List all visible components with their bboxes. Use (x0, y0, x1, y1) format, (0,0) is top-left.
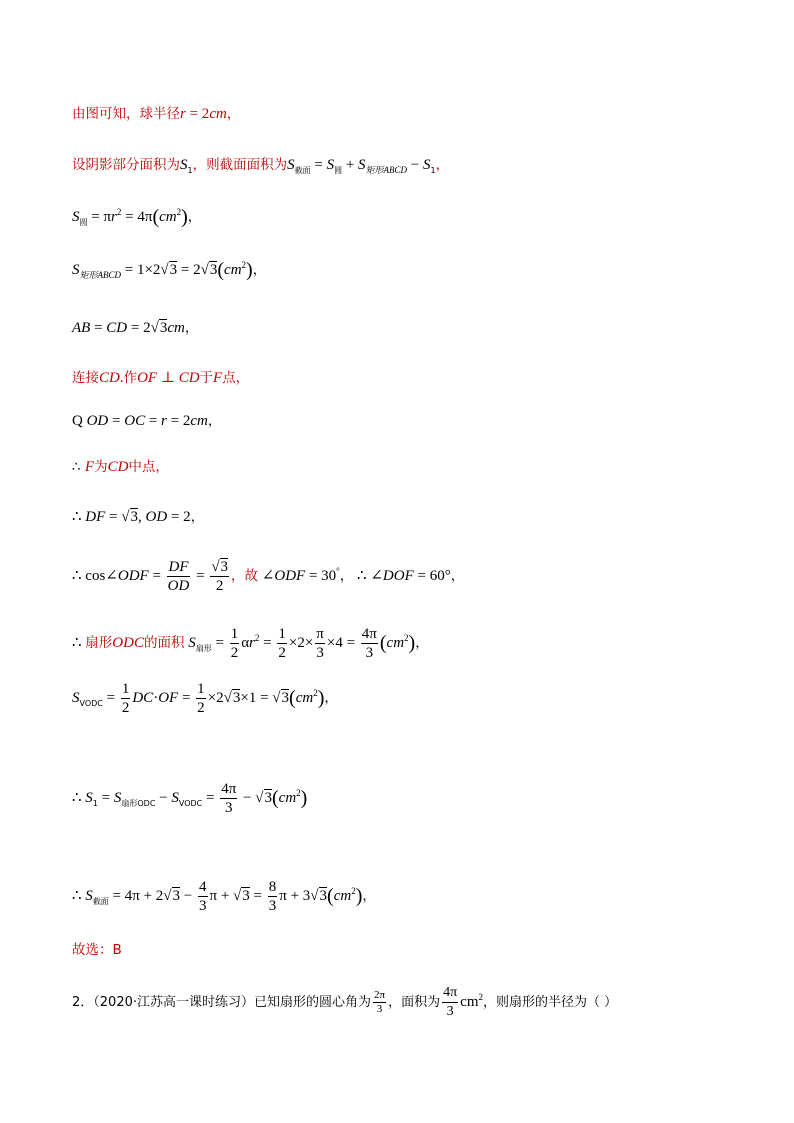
line-circle-area: $S_圆 = \pi r^2 = 4\pi(cm^2)$， (72, 206, 202, 228)
line-f-midpoint: ∴ F为CD中点， (72, 459, 169, 475)
line-radius: 由图可知，球半径r = 2cm， (72, 106, 241, 122)
line-od-oc: Q OD = OC = r = 2cm， (72, 413, 222, 429)
line-s1: ∴ $S_1 = S_{扇形ODC} - S_{VODC}$ = $\frac{4\pi}{3}$ − $√3(cm^2)$ (72, 781, 308, 816)
answer-line: 故选：B (72, 942, 122, 958)
line-cos-odf: ∴ cos∠ODF = $\frac{DF}{OD}$ = $\frac{√3}{2}$ ，故 ∠ODF = 30°， ∴ ∠DOF = 60°， (72, 559, 465, 594)
line-connect: 连接CD.作OF ⊥ CD于F点， (72, 370, 250, 386)
question-2: 2．（2020·江苏高一课时练习）已知扇形的圆心角为 $\frac{2\pi}{3}$ ，面积为 $\frac{4\pi}{3}$ $cm^2$，则扇形的半径为（ ） (72, 985, 618, 1019)
line-ab-cd: AB = CD = 2√3cm， (72, 320, 199, 336)
line-df-od: ∴ DF = √3, OD = 2， (72, 509, 205, 525)
line-section-area: ∴ $S_{截面} = 4\pi + 2√3$ − $\frac{4}{3}$ π + √3 = $\frac{8}{3}$ $\pi + 3√3(cm^2)$， (72, 879, 376, 914)
line-triangle-area: $S_{VODC}$ = $\frac{1}{2}$ DC·OF = $\frac{1}{2}$ $\times 2√3\times 1 = √3(cm^2)$， (72, 681, 338, 716)
line-sector-area: ∴ 扇形ODC的面积 $S_{扇形}$ = $\frac{1}{2}$ $\alpha r^2$ = $\frac{1}{2}$ ×2× $\frac{\pi}{3}$ ×4 = $\frac{4\pi}{3}$ $(cm^2)$， (72, 626, 429, 661)
line-shadow-area: 设阴影部分面积为$S_1$，则截面面积为$S_{截面} = S_圆 + S_{矩形ABCD} - S_1$， (72, 157, 450, 175)
line-rect-area: $S_{矩形ABCD} = 1\times 2√3 = 2√3(cm^2)$， (72, 259, 267, 281)
